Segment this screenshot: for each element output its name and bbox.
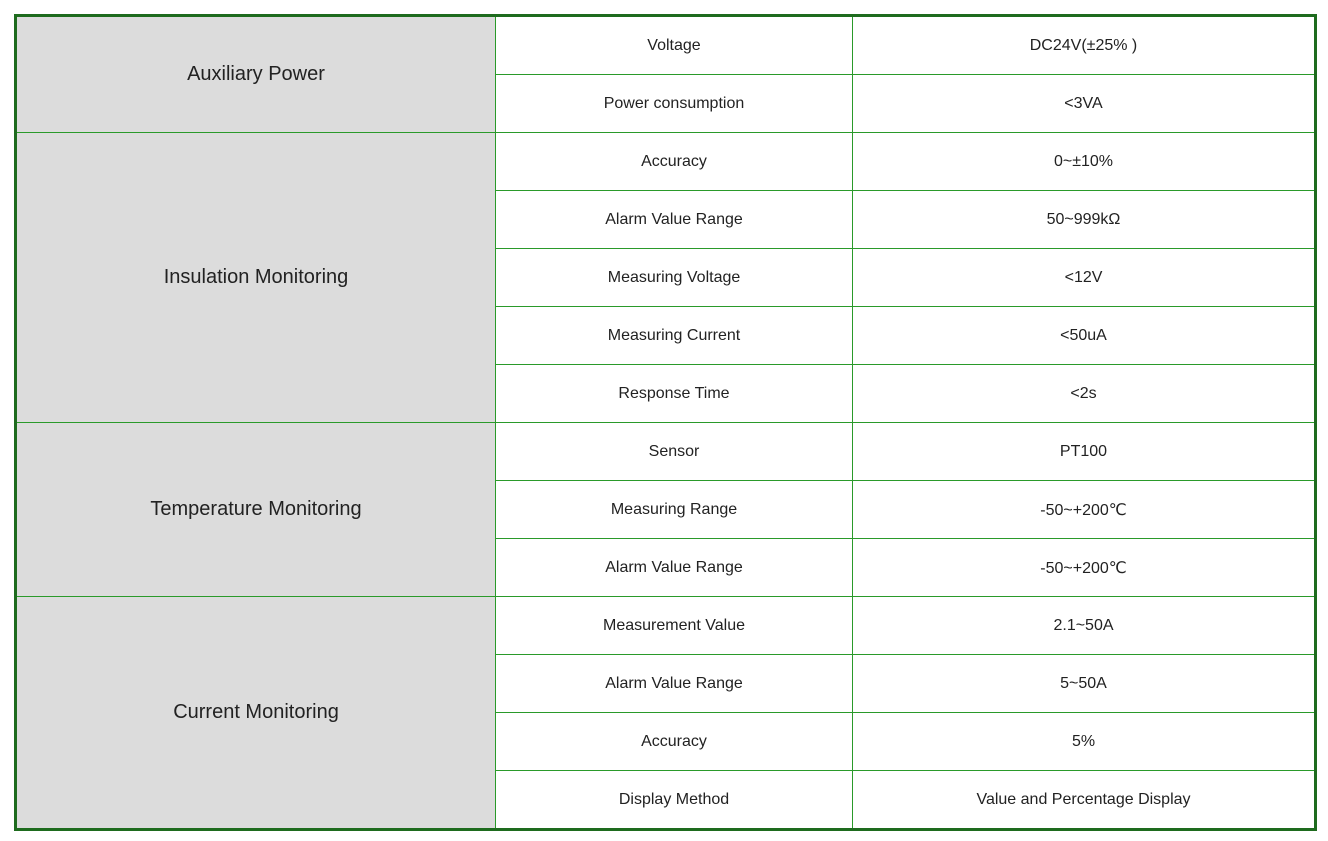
spec-table — [14, 14, 1317, 831]
value-cell: -50~+200℃ — [853, 481, 1316, 539]
param-cell: Display Method — [496, 771, 853, 830]
value-cell: <2s — [853, 365, 1316, 423]
value-cell: 2.1~50A — [853, 597, 1316, 655]
group-label-auxiliary-power: Auxiliary Power — [16, 16, 496, 133]
spec-table-body — [16, 16, 1316, 830]
param-cell: Voltage — [496, 16, 853, 75]
value-cell: 0~±10% — [853, 133, 1316, 191]
group-label-current-monitoring: Current Monitoring — [16, 597, 496, 830]
value-cell: 5% — [853, 713, 1316, 771]
group-label-temperature-monitoring: Temperature Monitoring — [16, 423, 496, 597]
param-cell: Alarm Value Range — [496, 655, 853, 713]
param-cell: Sensor — [496, 423, 853, 481]
value-cell: DC24V(±25% ) — [853, 16, 1316, 75]
value-cell: -50~+200℃ — [853, 539, 1316, 597]
value-cell: 50~999kΩ — [853, 191, 1316, 249]
table-row — [16, 16, 1316, 75]
param-cell: Measuring Current — [496, 307, 853, 365]
param-cell: Measuring Range — [496, 481, 853, 539]
param-cell: Accuracy — [496, 713, 853, 771]
value-cell: <50uA — [853, 307, 1316, 365]
param-cell: Response Time — [496, 365, 853, 423]
value-cell: PT100 — [853, 423, 1316, 481]
value-cell: <3VA — [853, 75, 1316, 133]
table-row — [16, 423, 1316, 481]
param-cell: Alarm Value Range — [496, 191, 853, 249]
param-cell: Alarm Value Range — [496, 539, 853, 597]
group-label-insulation-monitoring: Insulation Monitoring — [16, 133, 496, 423]
value-cell: Value and Percentage Display — [853, 771, 1316, 830]
param-cell: Accuracy — [496, 133, 853, 191]
param-cell: Power consumption — [496, 75, 853, 133]
param-cell: Measurement Value — [496, 597, 853, 655]
value-cell: <12V — [853, 249, 1316, 307]
param-cell: Measuring Voltage — [496, 249, 853, 307]
table-row — [16, 133, 1316, 191]
table-row — [16, 597, 1316, 655]
value-cell: 5~50A — [853, 655, 1316, 713]
